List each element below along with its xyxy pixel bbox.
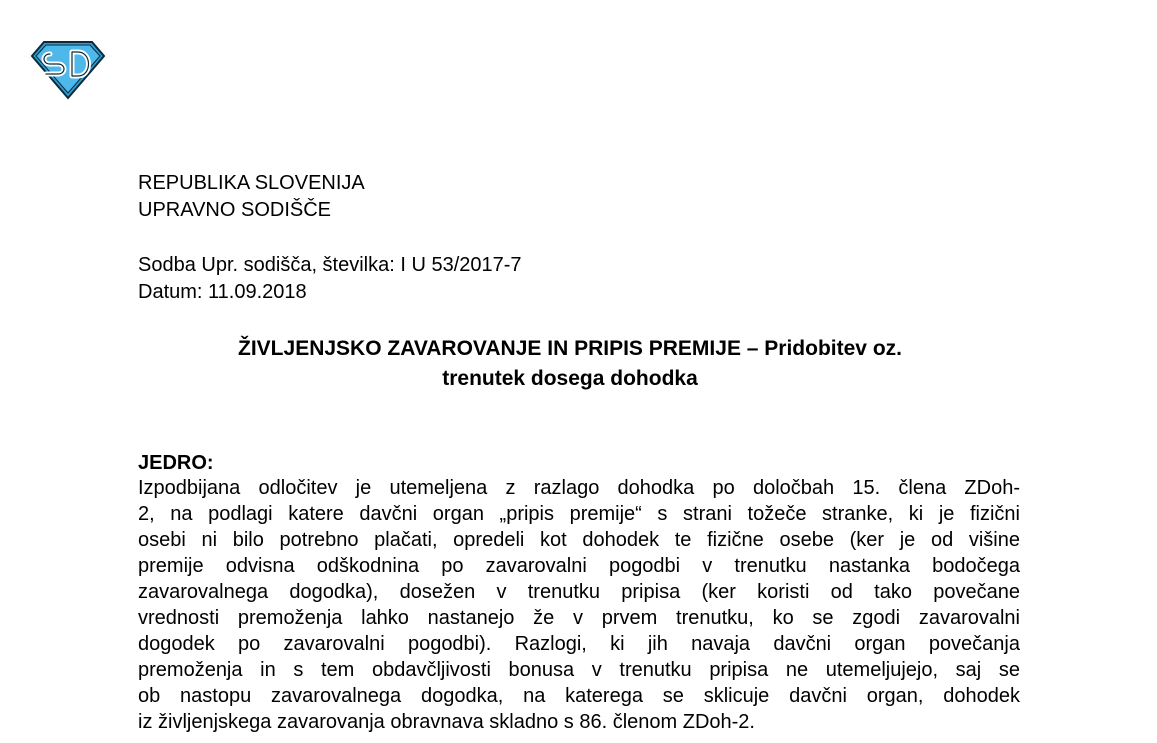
paragraph-line: Izpodbijana odločitev je utemeljena z razlago dohodka po določbah 15. člena ZDoh-: [138, 477, 1020, 499]
document-title: [120, 334, 1020, 394]
title-line-1: ŽIVLJENJSKO ZAVAROVANJE IN PRIPIS PREMIJE – Pridobitev oz.: [238, 337, 902, 360]
country-name: REPUBLIKA SLOVENIJA: [138, 172, 365, 194]
supreme-court-diamond-logo-icon: [30, 38, 106, 100]
paragraph-line: premije odvisna odškodnina po zavarovalni pogodbi v trenutku nastanka bodočega: [138, 555, 1020, 577]
paragraph-line: ob nastopu zavarovalnega dogodka, na katerega se sklicuje davčni organ, dohodek: [138, 685, 1020, 707]
title-line-2: trenutek dosega dohodka: [442, 367, 698, 390]
court-header: [138, 170, 365, 224]
paragraph-line: premoženja in s tem obdavčljivosti bonusa v trenutku pripisa ne utemeljujejo, saj se: [138, 659, 1020, 681]
judgment-date: Datum: 11.09.2018: [138, 281, 307, 303]
paragraph-line: iz življenjskega zavarovanja obravnava skladno s 86. členom ZDoh-2.: [138, 711, 755, 733]
case-info: [138, 252, 522, 306]
court-logo: [30, 38, 106, 100]
court-name: UPRAVNO SODIŠČE: [138, 199, 331, 221]
core-heading: JEDRO:: [138, 452, 214, 474]
paragraph-line: vrednosti premoženja lahko nastanejo že v prvem trenutku, ko se zgodi zavarovalni: [138, 607, 1020, 629]
paragraph-line: osebi ni bilo potrebno plačati, opredeli kot dohodek te fizične osebe (ker je od višine: [138, 529, 1020, 551]
paragraph-line: zavarovalnega dogodka), dosežen v trenutku pripisa (ker koristi od tako povečane: [138, 581, 1020, 603]
case-number: Sodba Upr. sodišča, številka: I U 53/2017-7: [138, 254, 522, 276]
paragraph-line: dogodek po zavarovalni pogodbi). Razlogi, ki jih navaja davčni organ povečanja: [138, 633, 1020, 655]
core-paragraph: [138, 475, 1020, 735]
paragraph-line: 2, na podlagi katere davčni organ „pripis premije“ s strani tožeče stranke, ki je fizični: [138, 503, 1020, 525]
